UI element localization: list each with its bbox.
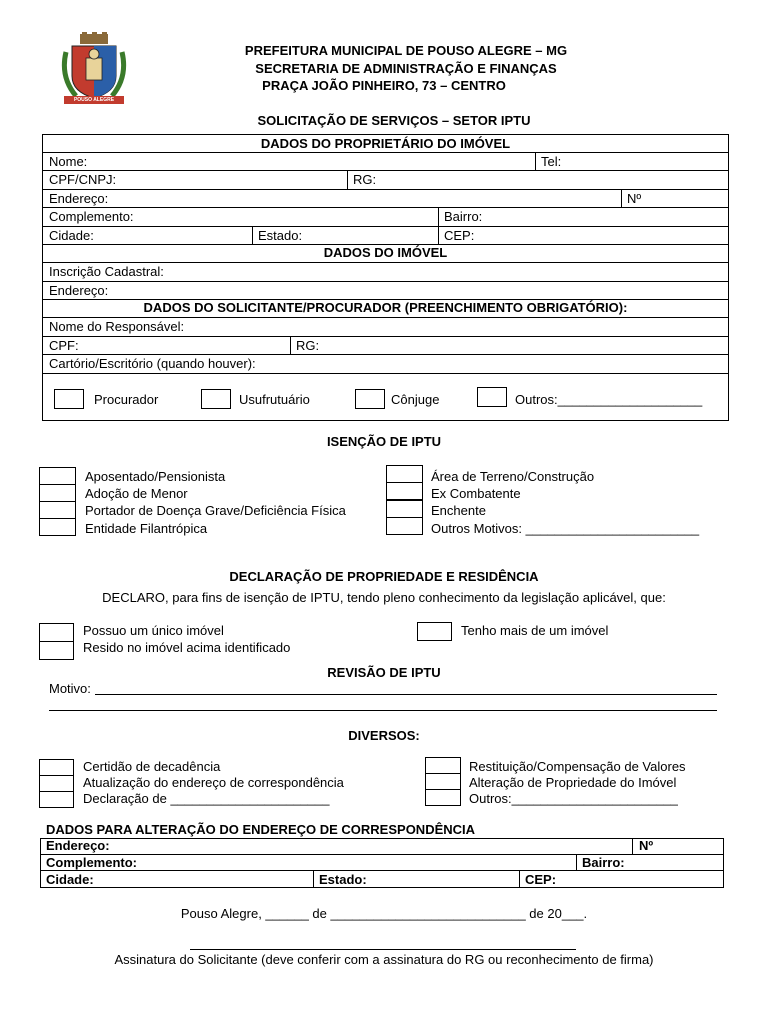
misc-left-checkbox-3[interactable]	[39, 791, 74, 808]
conjuge-checkbox[interactable]	[355, 389, 385, 409]
header-line-2: SECRETARIA DE ADMINISTRAÇÃO E FINANÇAS	[255, 61, 557, 76]
mailing-complement-field[interactable]: Complemento:	[46, 855, 137, 870]
conjuge-label: Cônjuge	[391, 392, 440, 407]
misc-left-checkbox-2[interactable]	[39, 775, 74, 792]
owner-number-field[interactable]: Nº	[627, 191, 642, 206]
revision-title: REVISÃO DE IPTU	[327, 665, 441, 680]
misc-right-checkbox-2[interactable]	[425, 773, 461, 790]
misc-refund-label: Restituição/Compensação de Valores	[469, 759, 686, 774]
exemption-left-checkbox-3[interactable]	[39, 501, 76, 519]
single-property-checkbox[interactable]	[39, 623, 74, 642]
mailing-address-field[interactable]: Endereço:	[46, 838, 110, 853]
mailing-city-field[interactable]: Cidade:	[46, 872, 94, 887]
owner-cpf-field[interactable]: CPF/CNPJ:	[49, 172, 117, 187]
header-line-3: PRAÇA JOÃO PINHEIRO, 73 – CENTRO	[262, 78, 506, 93]
owner-cep-field[interactable]: CEP:	[444, 228, 475, 243]
logo-ribbon-text: POUSO ALEGRE	[73, 97, 115, 103]
multiple-properties-checkbox[interactable]	[417, 622, 452, 641]
misc-decadence-label: Certidão de decadência	[83, 759, 221, 774]
exemption-title: ISENÇÃO DE IPTU	[326, 434, 442, 449]
mailing-district-field[interactable]: Bairro:	[582, 855, 625, 870]
form-title: SOLICITAÇÃO DE SERVIÇOS – SETOR IPTU	[257, 113, 531, 128]
misc-right-checkbox-1[interactable]	[425, 757, 461, 774]
resident-checkbox[interactable]	[39, 641, 74, 660]
exemption-left-checkbox-4[interactable]	[39, 518, 76, 536]
exemption-flood-label: Enchente	[431, 503, 486, 518]
owner-section-title: DADOS DO PROPRIETÁRIO DO IMÓVEL	[260, 136, 511, 151]
exemption-right-checkbox-1[interactable]	[386, 465, 423, 483]
declaration-text: DECLARO, para fins de isenção de IPTU, tendo pleno conhecimento da legislação aplicável, que:	[102, 590, 666, 605]
declaration-title: DECLARAÇÃO DE PROPRIEDADE E RESIDÊNCIA	[229, 569, 539, 584]
header-line-1: PREFEITURA MUNICIPAL DE POUSO ALEGRE – MG	[244, 43, 568, 58]
exemption-other-label: Outros Motivos: ________________________	[431, 521, 700, 536]
owner-rg-field[interactable]: RG:	[353, 172, 377, 187]
applicant-office-field[interactable]: Cartório/Escritório (quando houver):	[49, 356, 256, 371]
exemption-retired-label: Aposentado/Pensionista	[85, 469, 226, 484]
exemption-philanthropic-label: Entidade Filantrópica	[85, 521, 208, 536]
owner-state-field[interactable]: Estado:	[258, 228, 303, 243]
exemption-land-label: Área de Terreno/Construção	[431, 469, 595, 484]
signature-caption: Assinatura do Solicitante (deve conferir com a assinatura do RG ou reconhecimento de firma)	[114, 952, 654, 967]
property-address-field[interactable]: Endereço:	[49, 283, 109, 298]
resident-label: Resido no imóvel acima identificado	[83, 640, 291, 655]
applicant-section-title: DADOS DO SOLICITANTE/PROCURADOR (PREENCHIMENTO OBRIGATÓRIO):	[143, 300, 628, 315]
exemption-left-checkbox-1[interactable]	[39, 467, 76, 485]
exemption-disease-label: Portador de Doença Grave/Deficiência Física	[85, 503, 346, 518]
place-and-date[interactable]: Pouso Alegre, ______ de ___________________________ de 20___.	[180, 906, 588, 921]
property-registration-field[interactable]: Inscrição Cadastral:	[49, 264, 164, 279]
exemption-right-checkbox-4[interactable]	[386, 517, 423, 535]
applicant-name-field[interactable]: Nome do Responsável:	[49, 319, 185, 334]
revision-reason-line-1[interactable]	[95, 694, 717, 695]
revision-reason-label: Motivo:	[49, 681, 91, 696]
mailing-title: DADOS PARA ALTERAÇÃO DO ENDEREÇO DE CORRESPONDÊNCIA	[46, 822, 476, 837]
owner-name-field[interactable]: Nome:	[49, 154, 88, 169]
multiple-properties-label: Tenho mais de um imóvel	[461, 623, 609, 638]
mailing-cep-field[interactable]: CEP:	[525, 872, 557, 887]
misc-address-update-label: Atualização do endereço de correspondência	[83, 775, 344, 790]
applicant-rg-field[interactable]: RG:	[296, 338, 320, 353]
exemption-right-checkbox-3[interactable]	[386, 500, 423, 518]
owner-address-field[interactable]: Endereço:	[49, 191, 109, 206]
misc-left-checkbox-1[interactable]	[39, 759, 74, 776]
applicant-cpf-field[interactable]: CPF:	[49, 338, 79, 353]
misc-ownership-change-label: Alteração de Propriedade do Imóvel	[469, 775, 677, 790]
misc-title: DIVERSOS:	[348, 728, 420, 743]
single-property-label: Possuo um único imóvel	[83, 623, 224, 638]
owner-complement-field[interactable]: Complemento:	[49, 209, 134, 224]
mailing-state-field[interactable]: Estado:	[319, 872, 367, 887]
mailing-number-field[interactable]: Nº	[639, 838, 654, 853]
misc-right-checkbox-3[interactable]	[425, 789, 461, 806]
outros-label: Outros:____________________	[515, 392, 703, 407]
misc-declaration-label: Declaração de ______________________	[83, 791, 330, 806]
procurador-checkbox[interactable]	[54, 389, 84, 409]
owner-district-field[interactable]: Bairro:	[444, 209, 483, 224]
misc-other-label: Outros:_______________________	[469, 791, 678, 806]
usufrutuario-label: Usufrutuário	[239, 392, 310, 407]
procurador-label: Procurador	[94, 392, 159, 407]
outros-checkbox[interactable]	[477, 387, 507, 407]
owner-city-field[interactable]: Cidade:	[49, 228, 94, 243]
exemption-right-checkbox-2[interactable]	[386, 482, 423, 500]
exemption-left-checkbox-2[interactable]	[39, 484, 76, 502]
exemption-veteran-label: Ex Combatente	[431, 486, 521, 501]
property-section-title: DADOS DO IMÓVEL	[323, 245, 448, 260]
signature-line[interactable]	[190, 949, 576, 950]
usufrutuario-checkbox[interactable]	[201, 389, 231, 409]
owner-phone-field[interactable]: Tel:	[541, 154, 562, 169]
revision-reason-line-2[interactable]	[49, 710, 717, 711]
exemption-adoption-label: Adoção de Menor	[85, 486, 188, 501]
